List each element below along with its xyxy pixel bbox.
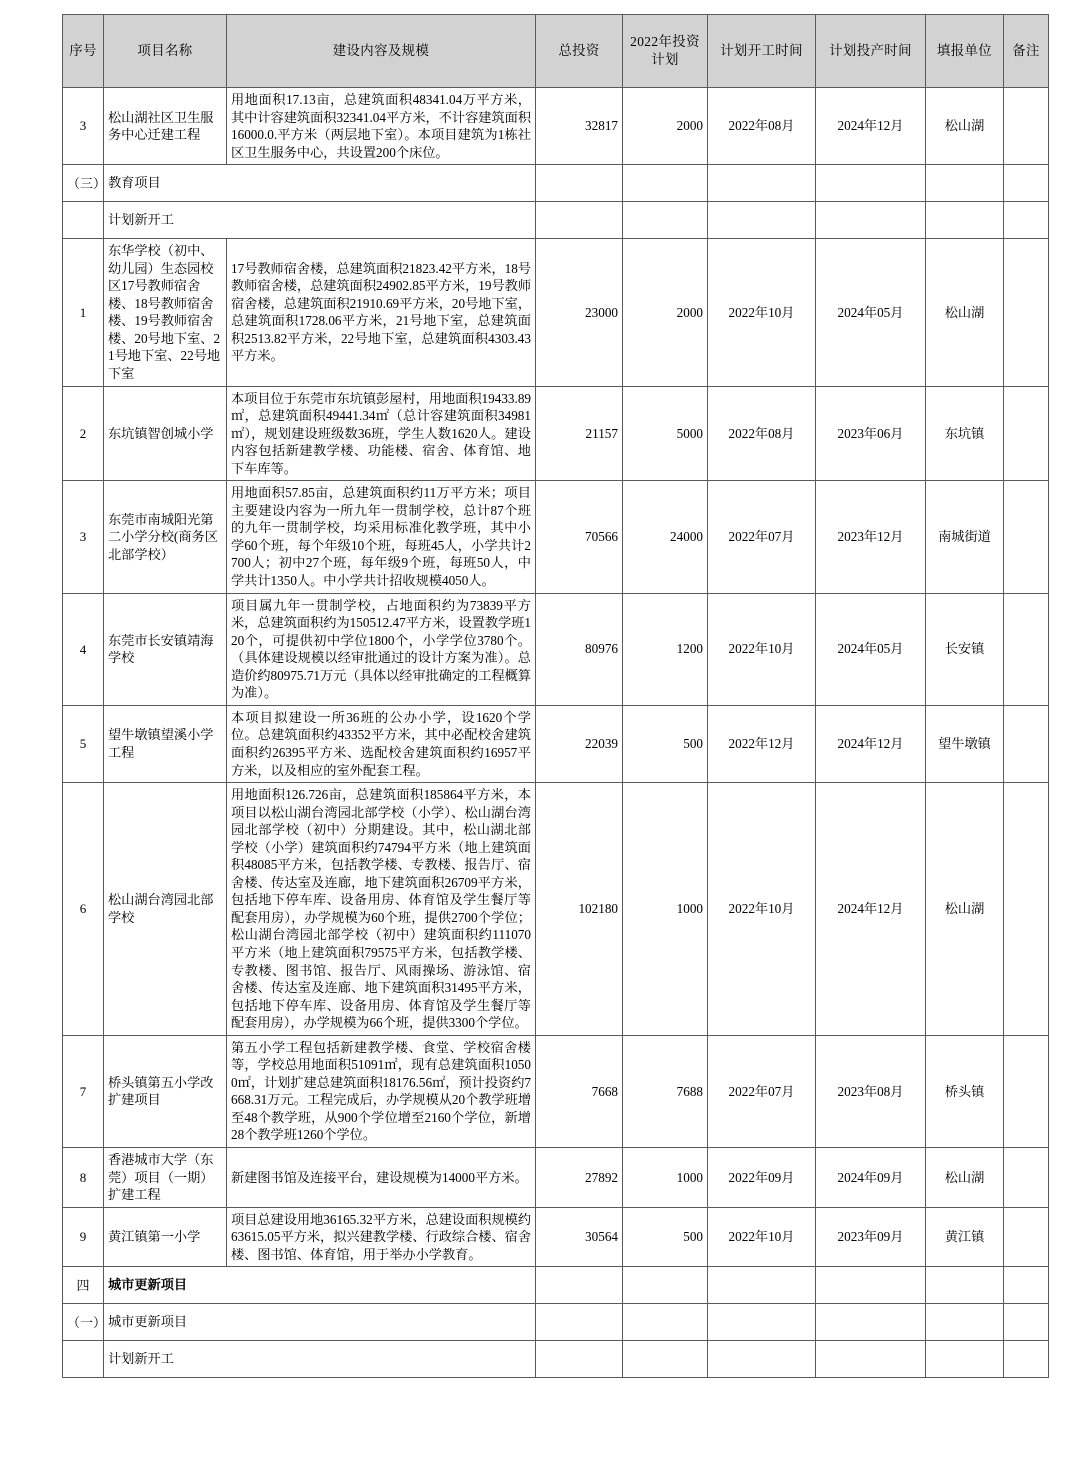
column-header-plan (623, 15, 708, 88)
row-project-name: 东坑镇智创城小学 (104, 386, 227, 481)
row-start-date: 2022年10月 (708, 1207, 816, 1267)
row-finish-date: 2024年09月 (816, 1147, 926, 1207)
row-project-name: 东华学校（初中、幼儿园）生态园校区17号教师宿舍楼、18号教师宿舍楼、19号教师宿舍楼、20号地下室、21号地下室、22号地下室 (104, 239, 227, 386)
section-label: 计划新开工 (104, 1341, 536, 1378)
row-project-name: 桥头镇第五小学改扩建项目 (104, 1035, 227, 1147)
empty-cell-start (708, 1341, 816, 1378)
table-section-row (63, 1304, 1049, 1341)
row-start-date: 2022年09月 (708, 1147, 816, 1207)
row-note (1004, 386, 1049, 481)
column-header-plan-line2: 计划 (651, 52, 679, 67)
row-note (1004, 88, 1049, 165)
column-header-total: 总投资 (536, 15, 623, 88)
table-section-row (63, 165, 1049, 202)
row-reporting-unit: 松山湖 (926, 783, 1004, 1036)
row-reporting-unit: 望牛墩镇 (926, 705, 1004, 782)
row-2022-plan: 1000 (623, 1147, 708, 1207)
empty-cell-note (1004, 1304, 1049, 1341)
table-row (63, 593, 1049, 705)
row-note (1004, 705, 1049, 782)
row-total-investment: 70566 (536, 481, 623, 593)
empty-cell-unit (926, 1341, 1004, 1378)
table-row (63, 88, 1049, 165)
row-start-date: 2022年07月 (708, 1035, 816, 1147)
empty-cell-finish (816, 202, 926, 239)
empty-cell-start (708, 1304, 816, 1341)
column-header-plan-line1: 2022年投资 (630, 34, 700, 50)
table-header (63, 15, 1049, 88)
row-reporting-unit: 松山湖 (926, 239, 1004, 386)
column-header-seq: 序号 (63, 15, 104, 88)
empty-cell-unit (926, 165, 1004, 202)
row-seq: 6 (63, 783, 104, 1036)
row-start-date: 2022年10月 (708, 783, 816, 1036)
row-start-date: 2022年10月 (708, 239, 816, 386)
empty-cell-plan (623, 165, 708, 202)
row-total-investment: 23000 (536, 239, 623, 386)
spreadsheet-container (62, 14, 1048, 1378)
row-project-name: 望牛墩镇望溪小学工程 (104, 705, 227, 782)
empty-cell-finish (816, 165, 926, 202)
row-total-investment: 30564 (536, 1207, 623, 1267)
row-start-date: 2022年07月 (708, 481, 816, 593)
row-reporting-unit: 松山湖 (926, 88, 1004, 165)
row-reporting-unit: 松山湖 (926, 1147, 1004, 1207)
empty-cell-start (708, 202, 816, 239)
row-description: 新建图书馆及连接平台，建设规模为14000平方米。 (227, 1147, 536, 1207)
empty-cell-note (1004, 202, 1049, 239)
empty-cell-note (1004, 165, 1049, 202)
empty-cell-unit (926, 202, 1004, 239)
table-row (63, 1207, 1049, 1267)
row-note (1004, 783, 1049, 1036)
empty-cell-plan (623, 1267, 708, 1304)
empty-cell-note (1004, 1267, 1049, 1304)
row-reporting-unit: 长安镇 (926, 593, 1004, 705)
row-seq: 3 (63, 88, 104, 165)
row-finish-date: 2024年05月 (816, 239, 926, 386)
section-label: 城市更新项目 (104, 1267, 536, 1304)
empty-cell-total (536, 202, 623, 239)
table-section-row (63, 1341, 1049, 1378)
row-2022-plan: 500 (623, 705, 708, 782)
row-note (1004, 481, 1049, 593)
row-2022-plan: 24000 (623, 481, 708, 593)
section-seq: 四 (63, 1267, 104, 1304)
row-total-investment: 21157 (536, 386, 623, 481)
empty-cell-plan (623, 1304, 708, 1341)
row-finish-date: 2024年12月 (816, 783, 926, 1036)
table-row (63, 386, 1049, 481)
row-2022-plan: 2000 (623, 88, 708, 165)
empty-cell-unit (926, 1304, 1004, 1341)
row-start-date: 2022年08月 (708, 386, 816, 481)
table-row (63, 783, 1049, 1036)
table-row (63, 1147, 1049, 1207)
row-2022-plan: 1000 (623, 783, 708, 1036)
row-project-name: 松山湖社区卫生服务中心迁建工程 (104, 88, 227, 165)
empty-cell-start (708, 1267, 816, 1304)
column-header-unit: 填报单位 (926, 15, 1004, 88)
empty-cell-start (708, 165, 816, 202)
row-finish-date: 2023年08月 (816, 1035, 926, 1147)
row-2022-plan: 1200 (623, 593, 708, 705)
row-reporting-unit: 黄江镇 (926, 1207, 1004, 1267)
row-seq: 9 (63, 1207, 104, 1267)
column-header-note: 备注 (1004, 15, 1049, 88)
empty-cell-total (536, 1304, 623, 1341)
row-2022-plan: 5000 (623, 386, 708, 481)
row-note (1004, 239, 1049, 386)
row-description: 本项目拟建设一所36班的公办小学，设1620个学位。总建筑面积约43352平方米，其中必配校舍建筑面积约26395平方米、选配校舍建筑面积约16957平方米，以及相应的室外配套工程。 (227, 705, 536, 782)
empty-cell-plan (623, 1341, 708, 1378)
row-seq: 8 (63, 1147, 104, 1207)
row-finish-date: 2023年06月 (816, 386, 926, 481)
section-seq: （三） (63, 165, 104, 202)
row-note (1004, 593, 1049, 705)
row-description: 本项目位于东莞市东坑镇彭屋村，用地面积19433.89㎡，总建筑面积49441.34㎡（总计容建筑面积34981㎡），规划建设班级数36班，学生人数1620人。建设内容包括新建教学楼、功能楼、宿舍、体育馆、地下车库等。 (227, 386, 536, 481)
row-finish-date: 2024年12月 (816, 88, 926, 165)
row-start-date: 2022年12月 (708, 705, 816, 782)
table-row (63, 1035, 1049, 1147)
column-header-desc: 建设内容及规模 (227, 15, 536, 88)
table-section-row (63, 202, 1049, 239)
table-body (63, 88, 1049, 1378)
row-reporting-unit: 东坑镇 (926, 386, 1004, 481)
row-reporting-unit: 桥头镇 (926, 1035, 1004, 1147)
section-label: 教育项目 (104, 165, 536, 202)
row-project-name: 香港城市大学（东莞）项目（一期）扩建工程 (104, 1147, 227, 1207)
row-finish-date: 2023年09月 (816, 1207, 926, 1267)
empty-cell-finish (816, 1267, 926, 1304)
row-total-investment: 22039 (536, 705, 623, 782)
empty-cell-finish (816, 1341, 926, 1378)
row-description: 用地面积126.726亩，总建筑面积185864平方米，本项目以松山湖台湾园北部学校（小学）、松山湖台湾园北部学校（初中）分期建设。其中，松山湖北部学校（小学）建筑面积约74794平方米（地上建筑面积48085平方米，包括教学楼、专教楼、报告厅、宿舍楼、传达室及连廊，地下建筑面积26709平方米，包括地下停车库、设备用房、体育馆及学生餐厅等配套用房），办学规模为60个班，提供2700个学位；松山湖台湾园北部学校（初中）建筑面积约111070平方米（地上建筑面积79575平方米，包括教学楼、专教楼、图书馆、报告厅、风雨操场、游泳馆、宿舍楼、传达室及连廊、地下建筑面积31495平方米，包括地下停车库、设备用房、体育馆及学生餐厅等配套用房），办学规模为66个班，提供3300个学位。 (227, 783, 536, 1036)
row-note (1004, 1035, 1049, 1147)
section-label: 计划新开工 (104, 202, 536, 239)
row-finish-date: 2024年05月 (816, 593, 926, 705)
table-row (63, 481, 1049, 593)
table-row (63, 239, 1049, 386)
row-seq: 2 (63, 386, 104, 481)
empty-cell-note (1004, 1341, 1049, 1378)
empty-cell-plan (623, 202, 708, 239)
investment-projects-table (62, 14, 1049, 1378)
section-seq (63, 202, 104, 239)
empty-cell-finish (816, 1304, 926, 1341)
row-finish-date: 2024年12月 (816, 705, 926, 782)
row-2022-plan: 500 (623, 1207, 708, 1267)
table-section-row (63, 1267, 1049, 1304)
column-header-finish: 计划投产时间 (816, 15, 926, 88)
row-description: 用地面积17.13亩，总建筑面积48341.04万平方米，其中计容建筑面积32341.04平方米，不计容建筑面积16000.0.平方米（两层地下室）。本项目建筑为1栋社区卫生服务中心，共设置200个床位。 (227, 88, 536, 165)
row-description: 项目属九年一贯制学校，占地面积约为73839平方米，总建筑面积约为150512.47平方米，设置教学班120个，可提供初中学位1800个，小学学位3780个。（具体建设规模以经审批通过的设计方案为准）。总造价约80975.71万元（具体以经审批确定的工程概算为准）。 (227, 593, 536, 705)
row-2022-plan: 7688 (623, 1035, 708, 1147)
row-total-investment: 80976 (536, 593, 623, 705)
row-total-investment: 27892 (536, 1147, 623, 1207)
empty-cell-unit (926, 1267, 1004, 1304)
row-project-name: 东莞市南城阳光第二小学分校(商务区北部学校） (104, 481, 227, 593)
section-label: 城市更新项目 (104, 1304, 536, 1341)
table-row (63, 705, 1049, 782)
row-seq: 3 (63, 481, 104, 593)
section-seq (63, 1341, 104, 1378)
empty-cell-total (536, 165, 623, 202)
row-total-investment: 102180 (536, 783, 623, 1036)
row-description: 第五小学工程包括新建教学楼、食堂、学校宿舍楼等，学校总用地面积51091㎡，现有总建筑面积10500㎡，计划扩建总建筑面积18176.56㎡，预计投资约7668.31万元。工程完成后，办学规模从20个教学班增至48个教学班，从900个学位增至2160个学位，新增28个教学班1260个学位。 (227, 1035, 536, 1147)
row-project-name: 黄江镇第一小学 (104, 1207, 227, 1267)
row-total-investment: 7668 (536, 1035, 623, 1147)
row-seq: 4 (63, 593, 104, 705)
row-seq: 5 (63, 705, 104, 782)
row-2022-plan: 2000 (623, 239, 708, 386)
empty-cell-total (536, 1267, 623, 1304)
header-row (63, 15, 1049, 88)
row-start-date: 2022年10月 (708, 593, 816, 705)
row-note (1004, 1207, 1049, 1267)
row-seq: 7 (63, 1035, 104, 1147)
row-seq: 1 (63, 239, 104, 386)
column-header-name: 项目名称 (104, 15, 227, 88)
row-start-date: 2022年08月 (708, 88, 816, 165)
row-reporting-unit: 南城街道 (926, 481, 1004, 593)
row-project-name: 东莞市长安镇靖海学校 (104, 593, 227, 705)
section-seq: （一） (63, 1304, 104, 1341)
empty-cell-total (536, 1341, 623, 1378)
row-note (1004, 1147, 1049, 1207)
row-finish-date: 2023年12月 (816, 481, 926, 593)
column-header-start: 计划开工时间 (708, 15, 816, 88)
row-description: 用地面积57.85亩，总建筑面积约11万平方米；项目主要建设内容为一所九年一贯制学校，总计87个班的九年一贯制学校，均采用标准化教学班，其中小学60个班，每个年级10个班，每班45人，小学共计2700人；初中27个班，每年级9个班，每班50人，中学共计1350人。中小学共计招收规模4050人。 (227, 481, 536, 593)
row-project-name: 松山湖台湾园北部学校 (104, 783, 227, 1036)
row-total-investment: 32817 (536, 88, 623, 165)
row-description: 项目总建设用地36165.32平方米，总建设面积规模约63615.05平方米，拟兴建教学楼、行政综合楼、宿舍楼、图书馆、体育馆，用于举办小学教育。 (227, 1207, 536, 1267)
row-description: 17号教师宿舍楼，总建筑面积21823.42平方米，18号教师宿舍楼，总建筑面积24902.85平方米，19号教师宿舍楼，总建筑面积21910.69平方米，20号地下室，总建筑面积1728.06平方米，21号地下室，总建筑面积2513.82平方米，22号地下室，总建筑面积4303.43平方米。 (227, 239, 536, 386)
